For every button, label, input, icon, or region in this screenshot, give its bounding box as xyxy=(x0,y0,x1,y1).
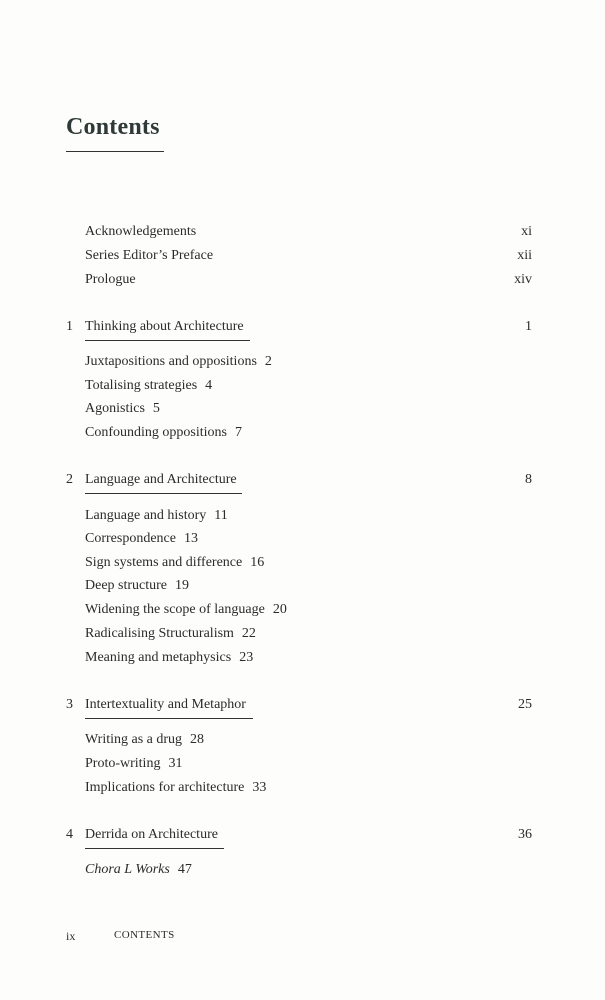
page-folio: ix xyxy=(66,929,76,943)
front-matter-item[interactable]: Series Editor’s Preface xyxy=(85,248,214,263)
chapter-page: 1 xyxy=(525,319,532,334)
section-title: Widening the scope of language xyxy=(85,602,265,617)
section-title: Implications for architecture xyxy=(85,780,245,795)
section-item[interactable] xyxy=(85,779,266,797)
section-page: 5 xyxy=(152,401,160,416)
front-matter-page: xi xyxy=(521,224,532,239)
section-page: 16 xyxy=(250,555,265,570)
chapter-page: 36 xyxy=(518,827,532,842)
section-page: 20 xyxy=(272,602,287,617)
section-item[interactable] xyxy=(85,353,272,371)
front-matter-item[interactable]: Prologue xyxy=(85,272,136,287)
chapter-number: 4 xyxy=(66,827,73,842)
section-title: Correspondence xyxy=(85,531,176,546)
section-title: Juxtapositions and oppositions xyxy=(85,354,257,369)
chapter-number: 3 xyxy=(66,697,73,712)
section-title: Chora L Works xyxy=(85,862,170,877)
section-item[interactable] xyxy=(85,530,198,548)
chapter-number: 1 xyxy=(66,319,73,334)
chapter-number: 2 xyxy=(66,472,73,487)
section-item[interactable] xyxy=(85,377,212,395)
section-page: 4 xyxy=(205,378,213,393)
title-underline xyxy=(66,151,164,152)
section-item[interactable] xyxy=(85,625,256,643)
front-matter-page: xii xyxy=(517,248,532,263)
section-page: 2 xyxy=(264,354,272,369)
section-title: Sign systems and difference xyxy=(85,555,243,570)
chapter-underline xyxy=(85,718,253,719)
section-item[interactable] xyxy=(85,731,204,749)
section-title: Totalising strategies xyxy=(85,378,198,393)
section-title: Radicalising Structuralism xyxy=(85,626,234,641)
section-page: 19 xyxy=(175,578,190,593)
section-page: 33 xyxy=(252,780,267,795)
section-title: Language and history xyxy=(85,508,207,523)
section-item[interactable] xyxy=(85,755,182,773)
section-page: 28 xyxy=(190,732,205,747)
chapter-underline xyxy=(85,340,250,341)
section-title: Proto-writing xyxy=(85,756,161,771)
section-title: Agonistics xyxy=(85,401,145,416)
section-page: 7 xyxy=(234,425,242,440)
section-title: Writing as a drug xyxy=(85,732,183,747)
front-matter-item[interactable]: Acknowledgements xyxy=(85,224,197,239)
section-title: Deep structure xyxy=(85,578,168,593)
front-matter-page: xiv xyxy=(514,272,532,287)
chapter-title[interactable]: Thinking about Architecture xyxy=(85,319,244,334)
chapter-page: 8 xyxy=(525,472,532,487)
section-item[interactable] xyxy=(85,400,160,418)
section-item[interactable] xyxy=(85,649,253,667)
chapter-title[interactable]: Language and Architecture xyxy=(85,472,237,487)
chapter-title[interactable]: Intertextuality and Metaphor xyxy=(85,697,246,712)
section-item[interactable] xyxy=(85,577,189,595)
section-page: 23 xyxy=(239,650,254,665)
section-page: 31 xyxy=(168,756,183,771)
section-item[interactable] xyxy=(85,554,264,572)
section-page: 13 xyxy=(183,531,198,546)
chapter-page: 25 xyxy=(518,697,532,712)
section-page: 11 xyxy=(214,508,228,523)
chapter-underline xyxy=(85,848,224,849)
section-item[interactable] xyxy=(85,424,242,442)
section-item[interactable] xyxy=(85,861,192,879)
section-item[interactable] xyxy=(85,601,287,619)
chapter-underline xyxy=(85,493,242,494)
section-page: 47 xyxy=(177,862,192,877)
section-page: 22 xyxy=(241,626,256,641)
page-title: Contents xyxy=(66,114,160,140)
running-head: CONTENTS xyxy=(114,929,175,941)
chapter-title[interactable]: Derrida on Architecture xyxy=(85,827,218,842)
section-title: Confounding oppositions xyxy=(85,425,227,440)
section-title: Meaning and metaphysics xyxy=(85,650,232,665)
section-item[interactable] xyxy=(85,507,228,525)
